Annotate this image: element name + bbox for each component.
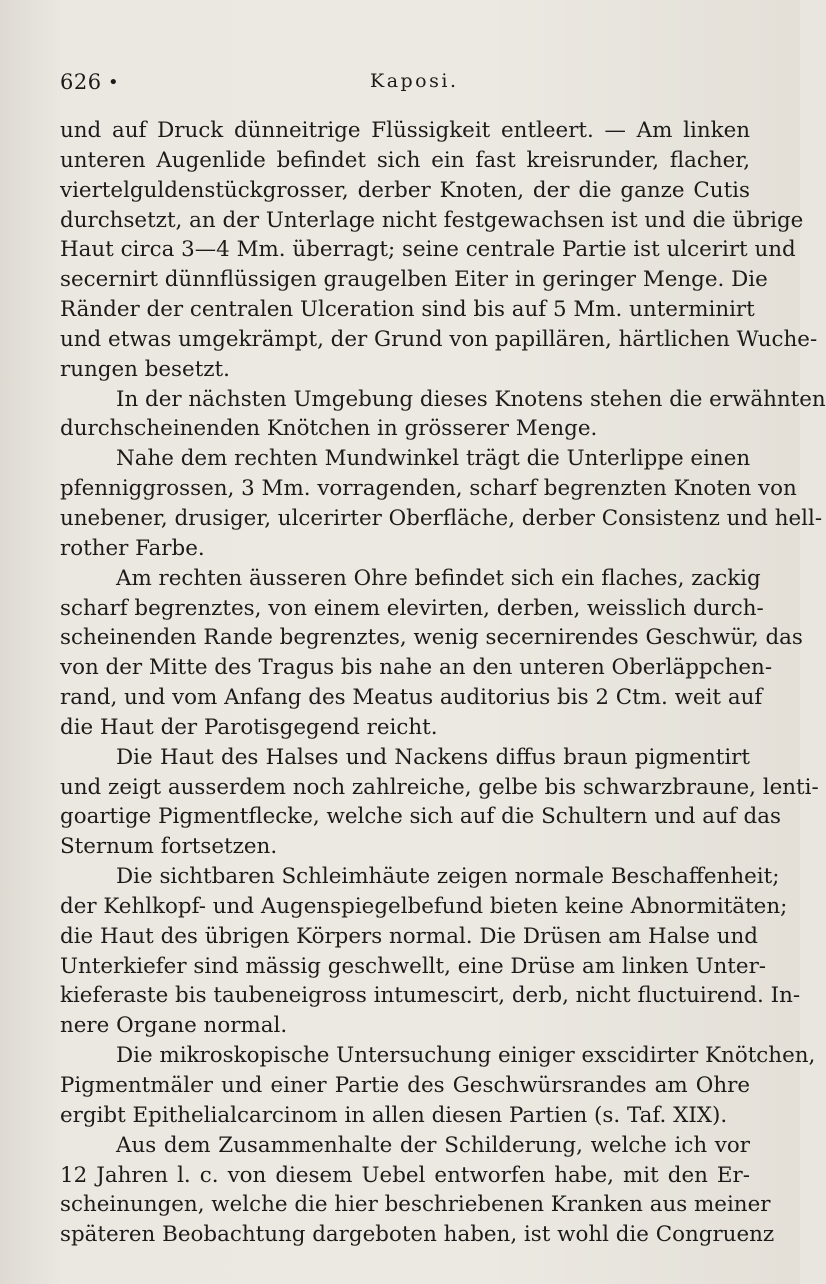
text-line: Pigmentmäler und einer Partie des Geschwürsrandes am Ohre (60, 1073, 750, 1098)
text-line: nere Organe normal. (60, 1013, 288, 1039)
text-line: Die Haut des Halses und Nackens diffus braun pigmentirt (116, 744, 750, 770)
text-line: ergibt Epithelialcarcinom in allen diesen Partien (s. Taf. XIX). (60, 1102, 728, 1128)
text-line: und auf Druck dünneitrige Flüssigkeit entleert. — Am linken (60, 118, 750, 143)
text-line: Die sichtbaren Schleimhäute zeigen normale Beschaffenheit; (116, 864, 780, 890)
text-line: rother Farbe. (60, 535, 205, 561)
header-dot: • (108, 72, 119, 93)
text-line: durchsetzt, an der Unterlage nicht festgewachsen ist und die übrige (60, 207, 804, 233)
text-line: der Kehlkopf- und Augenspiegelbefund bieten keine Abnormitäten; (60, 893, 788, 919)
text-line: Nahe dem rechten Mundwinkel trägt die Unterlippe einen (116, 446, 751, 472)
text-line: scheinenden Rande begrenztes, wenig secernirendes Geschwür, das (60, 625, 803, 651)
text-line: Am rechten äusseren Ohre befindet sich ein flaches, zackig (116, 565, 761, 591)
text-line: und etwas umgekrämpt, der Grund von papillären, härtlichen Wuche- (60, 326, 818, 352)
text-line: viertelguldenstückgrosser, derber Knoten, der die ganze Cutis (60, 177, 750, 203)
text-line: die Haut der Parotisgegend reicht. (60, 714, 438, 740)
text-line: rand, und vom Anfang des Meatus auditorius bis 2 Ctm. weit auf (60, 685, 763, 711)
text-line: Unterkiefer sind mässig geschwellt, eine Drüse am linken Unter- (60, 953, 767, 979)
text-line: 12 Jahren l. c. von diesem Uebel entworfen habe, mit den Er- (60, 1162, 750, 1188)
text-line: die Haut des übrigen Körpers normal. Die Drüsen am Halse und (60, 923, 758, 949)
text-line: Sternum fortsetzen. (60, 834, 278, 860)
text-line: von der Mitte des Tragus bis nahe an den unteren Oberläppchen- (60, 655, 773, 681)
text-line: scharf begrenztes, von einem elevirten, derben, weisslich durch- (60, 595, 764, 621)
text-line: späteren Beobachtung dargeboten haben, ist wohl die Congruenz (60, 1222, 775, 1248)
text-line: unebener, drusiger, ulcerirter Oberfläche, derber Consistenz und hell- (60, 505, 823, 531)
text-line: kieferaste bis taubeneigross intumescirt, derb, nicht fluctuirend. In- (60, 983, 801, 1009)
text-line: scheinungen, welche die hier beschriebenen Kranken aus meiner (60, 1192, 771, 1218)
text-line: secernirt dünnflüssigen graugelben Eiter in geringer Menge. Die (60, 267, 768, 293)
text-line: Haut circa 3—4 Mm. überragt; seine centrale Partie ist ulcerirt und (60, 237, 796, 263)
running-head: Kaposi. (370, 70, 459, 92)
text-line: Die mikroskopische Untersuchung einiger exscidirter Knötchen, (116, 1043, 816, 1069)
text-line: und zeigt ausserdem noch zahlreiche, gelbe bis schwarzbraune, lenti- (60, 774, 819, 800)
text-line: durchscheinenden Knötchen in grösserer Menge. (60, 416, 598, 442)
text-line: rungen besetzt. (60, 356, 230, 382)
text-line: goartige Pigmentflecke, welche sich auf die Schultern und auf das (60, 804, 781, 830)
page-number: 626 (60, 70, 102, 94)
text-line: unteren Augenlide befindet sich ein fast kreisrunder, flacher, (60, 147, 750, 173)
text-line: pfenniggrossen, 3 Mm. vorragenden, scharf begrenzten Knoten von (60, 476, 797, 502)
text-line: Aus dem Zusammenhalte der Schilderung, welche ich vor (116, 1132, 750, 1158)
text-line: Ränder der centralen Ulceration sind bis auf 5 Mm. unterminirt (60, 297, 755, 323)
text-line: In der nächsten Umgebung dieses Knotens stehen die erwähnten (116, 386, 826, 412)
body-text (60, 116, 826, 1250)
page-header (60, 70, 750, 100)
